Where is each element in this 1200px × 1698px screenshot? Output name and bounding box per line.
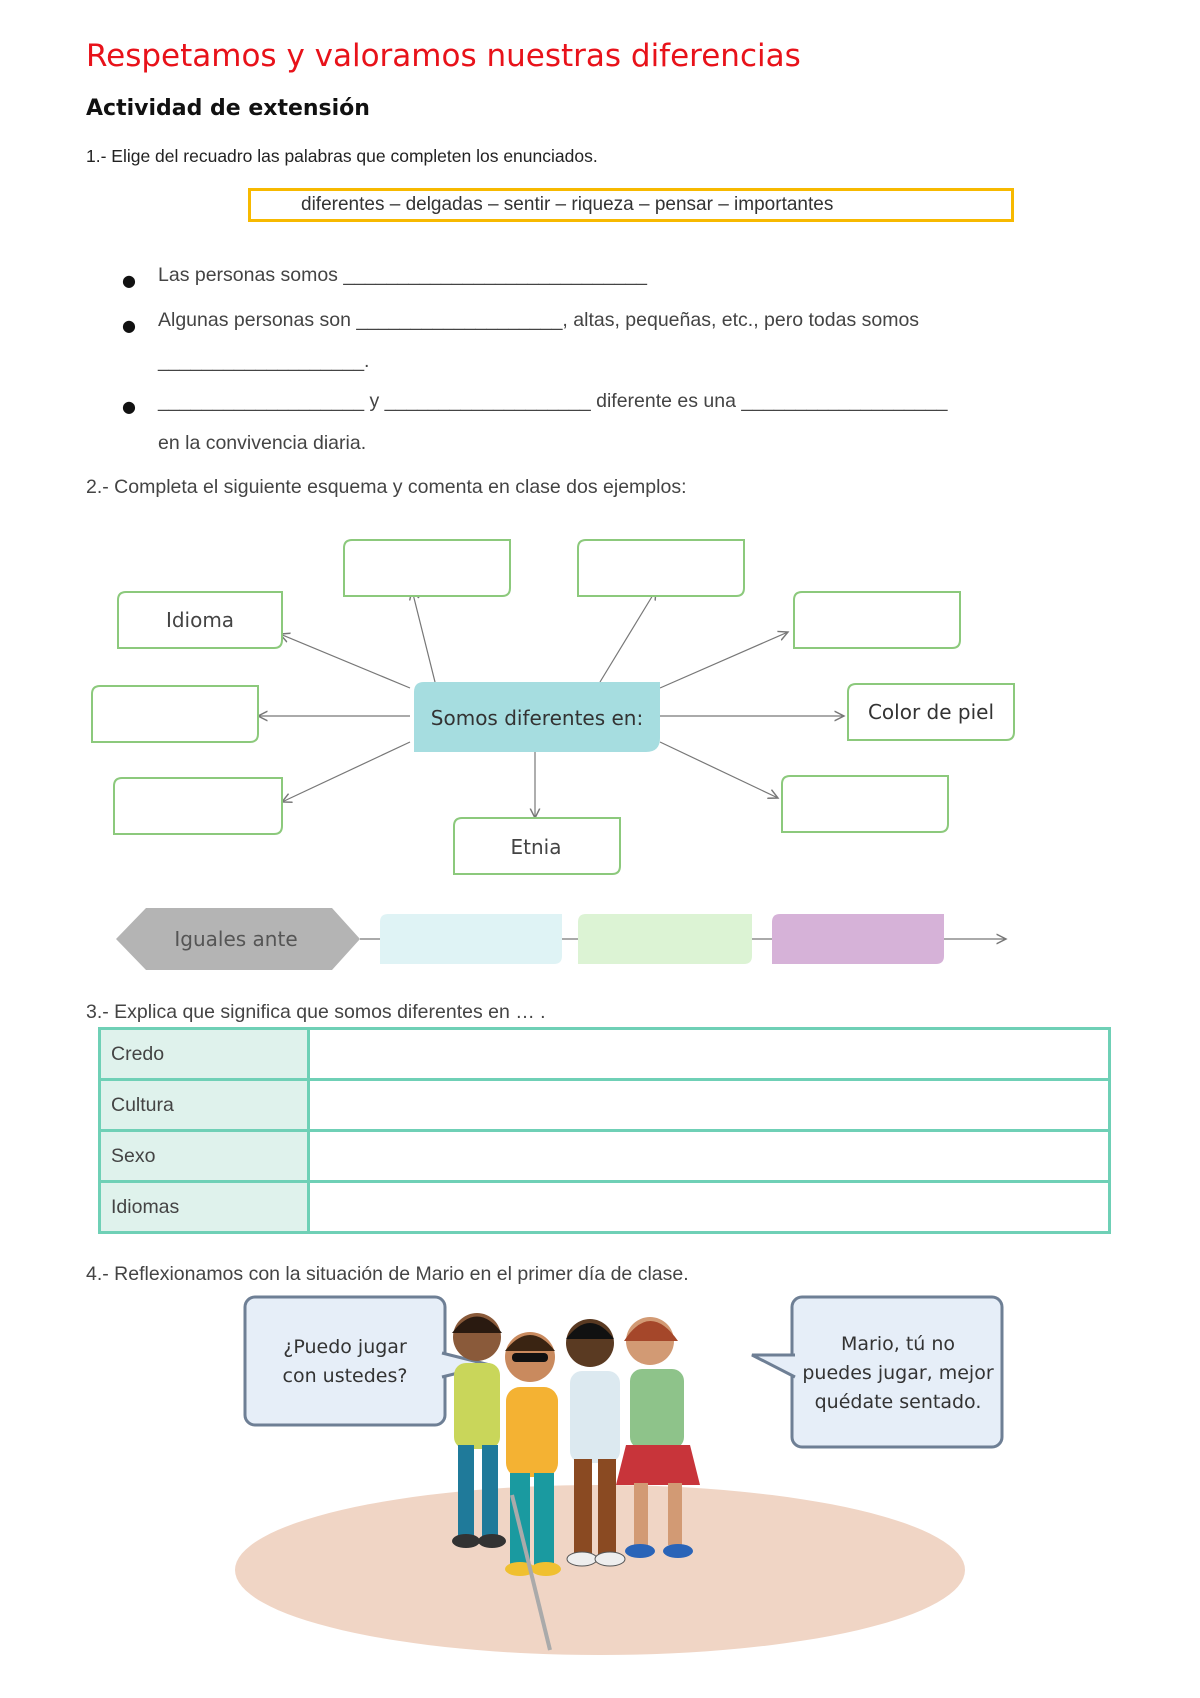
table-row-label: Cultura (100, 1080, 309, 1131)
mario-scene-illustration (220, 1295, 1020, 1675)
bubble-right-line-3: quédate sentado. (814, 1391, 982, 1413)
bubble-left-line-1: ¿Puedo jugar (283, 1336, 407, 1358)
answer-cell[interactable] (309, 1080, 1110, 1131)
fill-blank-sentence-2-cont: ___________________. (158, 350, 370, 372)
empty-box-top-left (344, 540, 510, 596)
empty-box-left-lower (114, 778, 282, 834)
question-2-instruction: 2.- Completa el siguiente esquema y comenta en clase dos ejemplos: (86, 476, 687, 498)
table-row (100, 1029, 1110, 1080)
table-row-label: Credo (100, 1029, 309, 1080)
bullet-icon: ● (122, 316, 136, 335)
bubble-right-line-1: Mario, tú no (840, 1333, 956, 1355)
bubble-right-line-2: puedes jugar, mejor (802, 1362, 994, 1384)
differences-diagram (0, 520, 1200, 980)
bubble-left-line-2: con ustedes? (282, 1365, 408, 1387)
page-title: Respetamos y valoramos nuestras diferencias (86, 38, 801, 74)
table-row (100, 1182, 1110, 1233)
fill-blank-sentence-1: Las personas somos ____________________________ (158, 264, 648, 286)
blank-step-blue (380, 914, 562, 964)
blank-step-green (578, 914, 752, 964)
empty-box-top-right (578, 540, 744, 596)
question-3-instruction: 3.- Explica que significa que somos diferentes en … . (86, 1001, 546, 1023)
table-row-label: Idiomas (100, 1182, 309, 1233)
fill-blank-sentence-2: Algunas personas son ___________________, altas, pequeñas, etc., pero todas somos (158, 309, 920, 331)
empty-box-right-upper (794, 592, 960, 648)
center-label: Somos diferentes en: (430, 706, 644, 730)
speech-bubble-right (752, 1297, 1002, 1447)
empty-box-left-middle (92, 686, 258, 742)
question-4-instruction: 4.- Reflexionamos con la situación de Mario en el primer día de clase. (86, 1263, 689, 1285)
table-row (100, 1131, 1110, 1182)
box-etnia-label: Etnia (510, 835, 562, 859)
fill-blank-sentence-3: ___________________ y ___________________ diferente es una ___________________ (158, 390, 948, 412)
answer-cell[interactable] (309, 1131, 1110, 1182)
box-idioma-label: Idioma (165, 608, 235, 632)
box-color-label: Color de piel (867, 700, 995, 724)
bullet-icon: ● (122, 271, 136, 290)
answer-cell[interactable] (309, 1182, 1110, 1233)
activity-subtitle: Actividad de extensión (86, 96, 370, 121)
fill-blank-sentence-3-cont: en la convivencia diaria. (158, 432, 367, 454)
blank-step-purple (772, 914, 944, 964)
word-bank-box: diferentes – delgadas – sentir – riqueza – pensar – importantes (248, 188, 1014, 222)
empty-box-right-lower (782, 776, 948, 832)
question-1-instruction: 1.- Elige del recuadro las palabras que completen los enunciados. (86, 146, 598, 166)
bullet-icon: ● (122, 397, 136, 416)
speech-bubble-left (245, 1297, 490, 1425)
iguales-ante-label: Iguales ante (174, 927, 298, 951)
differences-table (98, 1027, 1111, 1234)
table-row (100, 1080, 1110, 1131)
table-row-label: Sexo (100, 1131, 309, 1182)
answer-cell[interactable] (309, 1029, 1110, 1080)
